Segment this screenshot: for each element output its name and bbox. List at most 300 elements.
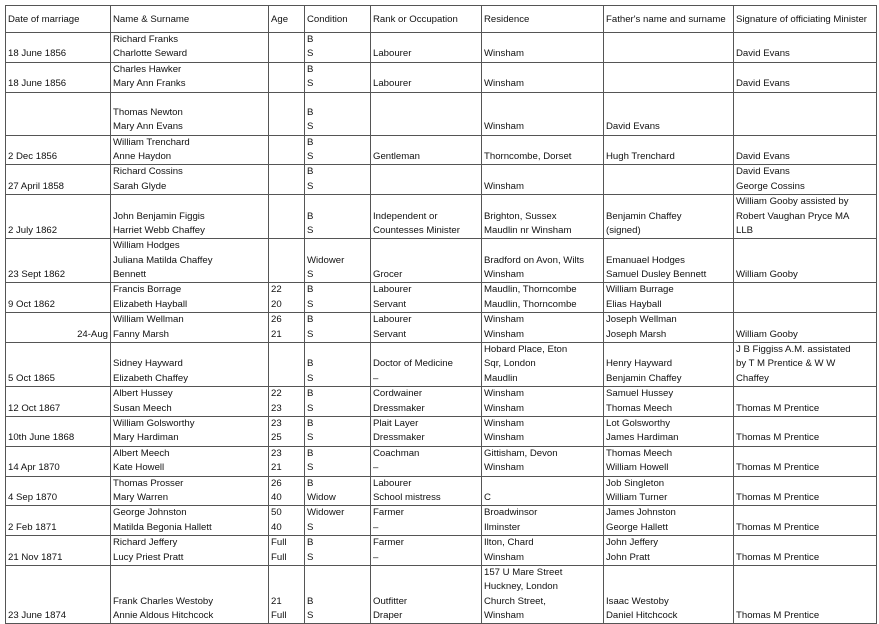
- condition-line: S: [307, 224, 314, 236]
- age-cell: [269, 92, 305, 135]
- minister-line: Robert Vaughan Pryce MA: [736, 210, 850, 222]
- father-line: Job Singleton: [606, 477, 665, 489]
- father-line: David Evans: [606, 121, 660, 133]
- occupation-line: Servant: [373, 298, 407, 310]
- condition-line: Widower: [307, 507, 345, 519]
- occupation-line: Labourer: [373, 48, 412, 60]
- residence-cell: [482, 283, 604, 313]
- condition-line: S: [307, 521, 314, 533]
- minister-cell: [734, 536, 877, 566]
- table-row: [6, 416, 877, 446]
- occupation-cell: [371, 476, 482, 506]
- name-line: Francis Borrage: [113, 284, 182, 296]
- column-header-date: Date of marriage: [6, 6, 111, 33]
- column-header-occupation: Rank or Occupation: [371, 6, 482, 33]
- condition-line: S: [307, 610, 314, 622]
- residence-line: Winsham: [484, 78, 524, 90]
- name-cell: [111, 343, 269, 387]
- residence-line: Hobard Place, Eton: [484, 344, 568, 356]
- minister-cell: [734, 92, 877, 135]
- residence-line: Winsham: [484, 462, 524, 474]
- age-line: 21: [271, 328, 282, 340]
- table-row: [6, 387, 877, 417]
- date-line: 14 Apr 1870: [8, 462, 60, 474]
- table-row: [6, 313, 877, 343]
- age-line: Full: [271, 551, 287, 563]
- occupation-cell: [371, 283, 482, 313]
- condition-cell: [305, 195, 371, 239]
- occupation-line: Cordwainer: [373, 388, 423, 400]
- condition-line: B: [307, 358, 314, 370]
- residence-cell: [482, 446, 604, 476]
- name-line: Mary Ann Evans: [113, 121, 183, 133]
- residence-line: Winsham: [484, 180, 524, 192]
- father-line: Benjamin Chaffey: [606, 372, 682, 384]
- age-cell: [269, 536, 305, 566]
- age-line: 23: [271, 402, 282, 414]
- father-line: James Hardiman: [606, 432, 679, 444]
- date-cell: [6, 343, 111, 387]
- date-cell: [6, 536, 111, 566]
- name-cell: [111, 536, 269, 566]
- residence-line: Winsham: [484, 551, 524, 563]
- age-line: Full: [271, 537, 287, 549]
- father-line: James Johnston: [606, 507, 676, 519]
- residence-line: Maudlin nr Winsham: [484, 224, 572, 236]
- occupation-line: Dressmaker: [373, 432, 425, 444]
- column-header-name: Name & Surname: [111, 6, 269, 33]
- name-line: Richard Franks: [113, 34, 179, 45]
- minister-cell: [734, 135, 877, 165]
- column-header-father: Father's name and surname: [604, 6, 734, 33]
- date-line: 23 June 1874: [8, 610, 67, 622]
- age-line: 21: [271, 462, 282, 474]
- father-line: Emanuael Hodges: [606, 254, 685, 266]
- minister-cell: [734, 565, 877, 624]
- minister-line: William Gooby: [736, 269, 798, 281]
- minister-cell: [734, 62, 877, 92]
- residence-line: Maudlin, Thorncombe: [484, 298, 577, 310]
- minister-line: Thomas M Prentice: [736, 610, 820, 622]
- name-cell: [111, 92, 269, 135]
- condition-cell: [305, 536, 371, 566]
- name-line: Mary Warren: [113, 491, 169, 503]
- table-row: [6, 446, 877, 476]
- residence-line: Winsham: [484, 48, 524, 60]
- table-row: [6, 343, 877, 387]
- condition-line: B: [307, 537, 314, 549]
- name-cell: [111, 446, 269, 476]
- occupation-cell: [371, 165, 482, 195]
- table-row: [6, 536, 877, 566]
- father-cell: [604, 33, 734, 63]
- name-cell: [111, 506, 269, 536]
- age-line: 40: [271, 521, 282, 533]
- residence-cell: [482, 476, 604, 506]
- marriage-register-table: [5, 5, 877, 624]
- condition-line: B: [307, 34, 314, 45]
- father-cell: [604, 313, 734, 343]
- occupation-line: Draper: [373, 610, 403, 622]
- residence-cell: [482, 565, 604, 624]
- name-line: Thomas Prosser: [113, 477, 184, 489]
- age-line: 23: [271, 447, 282, 459]
- father-cell: [604, 135, 734, 165]
- minister-line: David Evans: [736, 78, 790, 90]
- residence-cell: [482, 343, 604, 387]
- age-cell: [269, 565, 305, 624]
- occupation-cell: [371, 135, 482, 165]
- condition-line: B: [307, 477, 314, 489]
- name-line: Elizabeth Chaffey: [113, 372, 189, 384]
- father-line: Hugh Trenchard: [606, 150, 675, 162]
- age-cell: [269, 165, 305, 195]
- name-line: Fanny Marsh: [113, 328, 169, 340]
- residence-line: Winsham: [484, 432, 524, 444]
- residence-line: Brighton, Sussex: [484, 210, 557, 222]
- residence-line: Winsham: [484, 314, 524, 326]
- occupation-line: –: [373, 462, 379, 474]
- condition-cell: [305, 135, 371, 165]
- residence-cell: [482, 239, 604, 283]
- name-line: Lucy Priest Pratt: [113, 551, 184, 563]
- name-line: William Golsworthy: [113, 417, 195, 429]
- name-line: Albert Meech: [113, 447, 170, 459]
- name-line: William Trenchard: [113, 136, 190, 148]
- residence-cell: [482, 387, 604, 417]
- residence-cell: [482, 536, 604, 566]
- age-cell: [269, 387, 305, 417]
- age-cell: [269, 239, 305, 283]
- occupation-cell: [371, 313, 482, 343]
- residence-line: Winsham: [484, 121, 524, 133]
- age-line: 26: [271, 314, 282, 326]
- minister-cell: [734, 387, 877, 417]
- name-line: John Benjamin Figgis: [113, 210, 205, 222]
- age-line: 20: [271, 298, 282, 310]
- table-row: [6, 33, 877, 63]
- father-cell: [604, 565, 734, 624]
- residence-cell: [482, 135, 604, 165]
- date-line: 24-Aug: [77, 328, 108, 340]
- condition-line: Widower: [307, 254, 345, 266]
- header-row: [6, 6, 877, 33]
- name-cell: [111, 416, 269, 446]
- occupation-line: Labourer: [373, 477, 412, 489]
- name-cell: [111, 239, 269, 283]
- minister-line: William Gooby: [736, 328, 798, 340]
- minister-cell: [734, 313, 877, 343]
- residence-cell: [482, 33, 604, 63]
- name-line: William Wellman: [113, 314, 184, 326]
- date-line: 23 Sept 1862: [8, 269, 66, 281]
- occupation-cell: [371, 33, 482, 63]
- date-cell: [6, 416, 111, 446]
- age-line: 22: [271, 284, 282, 296]
- age-cell: [269, 476, 305, 506]
- residence-line: Sqr, London: [484, 358, 536, 370]
- father-line: William Burrage: [606, 284, 674, 296]
- table-row: [6, 283, 877, 313]
- condition-line: B: [307, 447, 314, 459]
- father-line: William Turner: [606, 491, 668, 503]
- condition-line: S: [307, 180, 314, 192]
- column-header-condition: Condition: [305, 6, 371, 33]
- residence-line: C: [484, 491, 491, 503]
- minister-cell: [734, 33, 877, 63]
- residence-line: Winsham: [484, 328, 524, 340]
- name-cell: [111, 565, 269, 624]
- occupation-line: Outfitter: [373, 595, 408, 607]
- father-cell: [604, 165, 734, 195]
- occupation-line: –: [373, 551, 379, 563]
- age-line: 21: [271, 595, 282, 607]
- father-line: Thomas Meech: [606, 447, 673, 459]
- minister-line: Thomas M Prentice: [736, 491, 820, 503]
- name-line: Charles Hawker: [113, 63, 182, 75]
- minister-line: by T M Prentice & W W: [736, 358, 836, 370]
- occupation-line: Dressmaker: [373, 402, 425, 414]
- date-line: 21 Nov 1871: [8, 551, 63, 563]
- father-line: William Howell: [606, 462, 669, 474]
- name-line: Mary Ann Franks: [113, 78, 186, 90]
- condition-cell: [305, 283, 371, 313]
- condition-line: B: [307, 417, 314, 429]
- residence-line: Broadwinsor: [484, 507, 538, 519]
- residence-cell: [482, 313, 604, 343]
- date-cell: [6, 195, 111, 239]
- table-row: [6, 62, 877, 92]
- residence-line: Thorncombe, Dorset: [484, 150, 572, 162]
- father-line: George Hallett: [606, 521, 668, 533]
- table-row: [6, 565, 877, 624]
- minister-line: Thomas M Prentice: [736, 551, 820, 563]
- date-cell: [6, 476, 111, 506]
- father-line: Samuel Hussey: [606, 388, 674, 400]
- age-cell: [269, 135, 305, 165]
- minister-line: Thomas M Prentice: [736, 402, 820, 414]
- date-cell: [6, 313, 111, 343]
- table-row: [6, 165, 877, 195]
- minister-line: William Gooby assisted by: [736, 196, 849, 208]
- residence-line: Bradford on Avon, Wilts: [484, 254, 585, 266]
- name-line: Sidney Hayward: [113, 358, 183, 370]
- age-line: 40: [271, 491, 282, 503]
- column-header-minister: Signature of officiating Minister: [734, 6, 877, 33]
- father-cell: [604, 476, 734, 506]
- age-cell: [269, 313, 305, 343]
- residence-line: Ilton, Chard: [484, 537, 534, 549]
- date-line: 2 July 1862: [8, 224, 58, 236]
- age-cell: [269, 283, 305, 313]
- residence-line: Maudlin: [484, 372, 518, 384]
- minister-cell: [734, 506, 877, 536]
- occupation-cell: [371, 239, 482, 283]
- name-cell: [111, 313, 269, 343]
- date-line: 12 Oct 1867: [8, 402, 61, 414]
- condition-cell: [305, 62, 371, 92]
- date-line: 4 Sep 1870: [8, 491, 58, 503]
- name-line: Mary Hardiman: [113, 432, 179, 444]
- father-line: Isaac Westoby: [606, 595, 669, 607]
- occupation-line: Labourer: [373, 284, 412, 296]
- name-line: Susan Meech: [113, 402, 172, 414]
- table-row: [6, 135, 877, 165]
- condition-line: S: [307, 432, 314, 444]
- minister-cell: [734, 446, 877, 476]
- condition-line: S: [307, 269, 314, 281]
- name-line: Kate Howell: [113, 462, 165, 474]
- condition-line: S: [307, 328, 314, 340]
- father-line: Lot Golsworthy: [606, 417, 670, 429]
- occupation-line: Farmer: [373, 537, 404, 549]
- condition-cell: [305, 506, 371, 536]
- condition-line: S: [307, 462, 314, 474]
- age-cell: [269, 33, 305, 63]
- occupation-line: Labourer: [373, 314, 412, 326]
- residence-cell: [482, 165, 604, 195]
- occupation-cell: [371, 506, 482, 536]
- father-line: John Jeffery: [606, 537, 659, 549]
- name-cell: [111, 476, 269, 506]
- column-header-age: Age: [269, 6, 305, 33]
- condition-line: B: [307, 314, 314, 326]
- residence-line: Maudlin, Thorncombe: [484, 284, 577, 296]
- name-line: Bennett: [113, 269, 147, 281]
- occupation-line: Plait Layer: [373, 417, 419, 429]
- minister-cell: [734, 239, 877, 283]
- condition-line: S: [307, 402, 314, 414]
- name-line: Albert Hussey: [113, 388, 173, 400]
- occupation-line: Independent or: [373, 210, 438, 222]
- minister-cell: [734, 416, 877, 446]
- father-cell: [604, 506, 734, 536]
- age-cell: [269, 195, 305, 239]
- condition-line: B: [307, 388, 314, 400]
- name-line: Charlotte Seward: [113, 48, 188, 60]
- residence-cell: [482, 62, 604, 92]
- date-cell: [6, 565, 111, 624]
- residence-line: Winsham: [484, 269, 524, 281]
- residence-cell: [482, 195, 604, 239]
- name-line: William Hodges: [113, 240, 180, 252]
- condition-cell: [305, 565, 371, 624]
- condition-line: S: [307, 48, 314, 60]
- date-line: 27 April 1858: [8, 180, 65, 192]
- age-line: 22: [271, 388, 282, 400]
- name-line: Harriet Webb Chaffey: [113, 224, 205, 236]
- name-line: Richard Jeffery: [113, 537, 178, 549]
- date-cell: [6, 506, 111, 536]
- father-cell: [604, 92, 734, 135]
- age-cell: [269, 343, 305, 387]
- name-line: Anne Haydon: [113, 150, 172, 162]
- occupation-cell: [371, 416, 482, 446]
- minister-line: George Cossins: [736, 180, 805, 192]
- residence-line: Ilminster: [484, 521, 521, 533]
- name-cell: [111, 195, 269, 239]
- condition-line: S: [307, 372, 314, 384]
- condition-cell: [305, 387, 371, 417]
- name-line: Elizabeth Hayball: [113, 298, 188, 310]
- condition-line: B: [307, 210, 314, 222]
- date-cell: [6, 387, 111, 417]
- residence-cell: [482, 416, 604, 446]
- father-cell: [604, 343, 734, 387]
- name-line: Annie Aldous Hitchcock: [113, 610, 214, 622]
- condition-cell: [305, 343, 371, 387]
- table-row: [6, 506, 877, 536]
- residence-cell: [482, 92, 604, 135]
- age-cell: [269, 416, 305, 446]
- residence-line: Winsham: [484, 610, 524, 622]
- father-line: John Pratt: [606, 551, 650, 563]
- register-body: [6, 33, 877, 624]
- minister-cell: [734, 165, 877, 195]
- name-cell: [111, 165, 269, 195]
- minister-cell: [734, 195, 877, 239]
- residence-line: Huckney, London: [484, 581, 558, 593]
- occupation-cell: [371, 387, 482, 417]
- name-cell: [111, 33, 269, 63]
- occupation-line: Gentleman: [373, 150, 420, 162]
- name-cell: [111, 62, 269, 92]
- date-cell: [6, 165, 111, 195]
- occupation-cell: [371, 92, 482, 135]
- father-line: Samuel Dusley Bennett: [606, 269, 707, 281]
- date-line: 10th June 1868: [8, 432, 75, 444]
- name-cell: [111, 387, 269, 417]
- minister-line: Thomas M Prentice: [736, 521, 820, 533]
- occupation-cell: [371, 195, 482, 239]
- age-line: 50: [271, 507, 282, 519]
- table-row: [6, 195, 877, 239]
- condition-cell: [305, 165, 371, 195]
- minister-line: LLB: [736, 224, 754, 236]
- age-line: Full: [271, 610, 287, 622]
- residence-line: 157 U Mare Street: [484, 566, 563, 578]
- name-line: Frank Charles Westoby: [113, 595, 214, 607]
- name-line: Matilda Begonia Hallett: [113, 521, 212, 533]
- minister-line: Thomas M Prentice: [736, 432, 820, 444]
- occupation-line: Countesses Minister: [373, 224, 460, 236]
- occupation-line: Grocer: [373, 269, 403, 281]
- date-line: 2 Feb 1871: [8, 521, 57, 533]
- minister-line: J B Figgiss A.M. assistated: [736, 344, 851, 356]
- father-line: Henry Hayward: [606, 358, 673, 370]
- father-cell: [604, 416, 734, 446]
- age-line: 23: [271, 417, 282, 429]
- father-line: Joseph Marsh: [606, 328, 667, 340]
- condition-line: B: [307, 284, 314, 296]
- minister-cell: [734, 476, 877, 506]
- age-cell: [269, 506, 305, 536]
- condition-cell: [305, 33, 371, 63]
- table-row: [6, 239, 877, 283]
- father-line: (signed): [606, 224, 641, 236]
- minister-cell: [734, 343, 877, 387]
- father-cell: [604, 239, 734, 283]
- date-cell: [6, 92, 111, 135]
- name-line: Thomas Newton: [113, 106, 183, 118]
- minister-line: Chaffey: [736, 372, 769, 384]
- age-line: 26: [271, 477, 282, 489]
- date-cell: [6, 135, 111, 165]
- date-line: 18 June 1856: [8, 78, 67, 90]
- residence-line: Church Street,: [484, 595, 546, 607]
- condition-line: B: [307, 106, 314, 118]
- condition-cell: [305, 313, 371, 343]
